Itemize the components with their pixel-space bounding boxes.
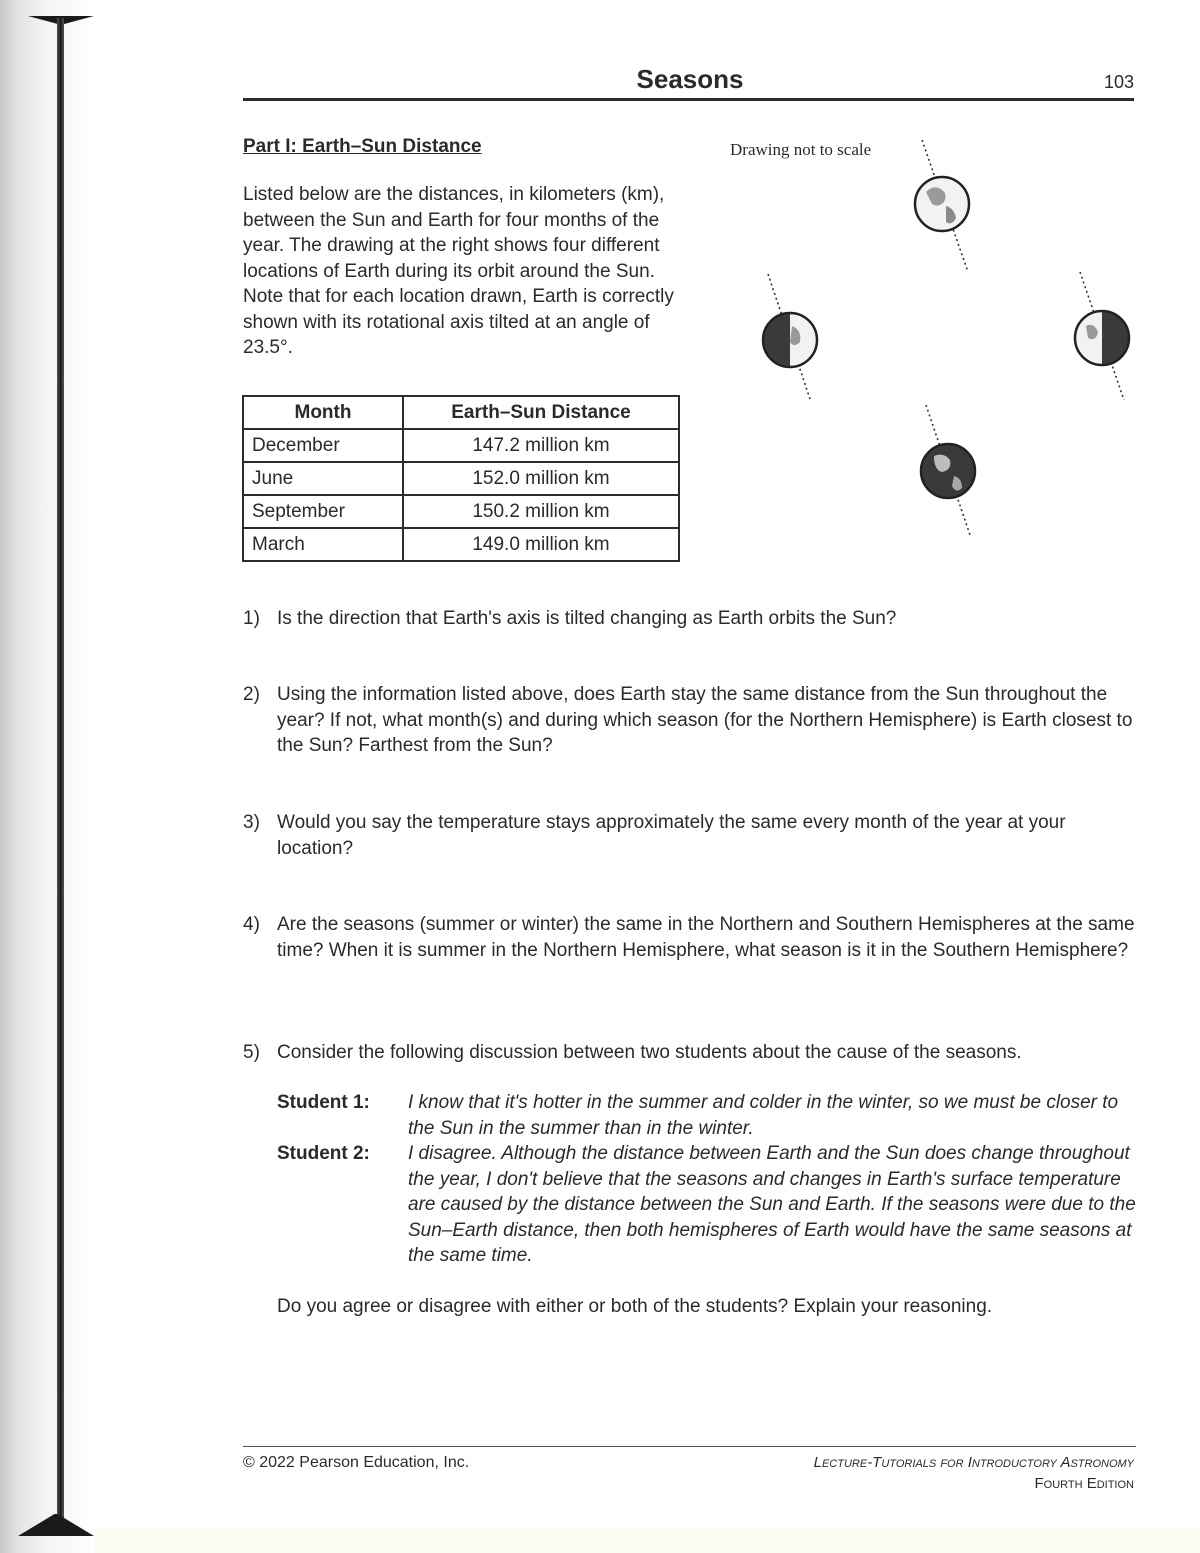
page-number: 103 [1103, 72, 1134, 92]
earth-orbit-figure [700, 130, 1140, 550]
month-cell: March [243, 528, 403, 561]
book-spine [57, 18, 64, 1528]
question-text: Would you say the temperature stays approximately the same every month of the year at your location? [277, 812, 1066, 859]
distance-cell: 149.0 million km [403, 528, 679, 561]
copyright-notice: © 2022 Pearson Education, Inc. [243, 1454, 470, 1471]
table-row [243, 528, 679, 561]
earth-position-right [1075, 272, 1132, 400]
book-series: Lecture-Tutorials for Introductory Astronomy [813, 1454, 1134, 1471]
section-heading: Part I: Earth–Sun Distance [243, 136, 482, 157]
question-text: Using the information listed above, does Earth stay the same distance from the Sun throughout the year? If not, what month(s) and during which season (for the Northern Hemisphere) is Earth closest to the Sun? Farthest from the Sun? [277, 684, 1133, 756]
question-number: 2) [243, 684, 260, 705]
column-header-month: Month [243, 396, 403, 429]
book-edition: Fourth Edition [1034, 1475, 1134, 1492]
column-header-distance: Earth–Sun Distance [403, 396, 679, 429]
table-row [243, 429, 679, 462]
distance-cell: 150.2 million km [403, 495, 679, 528]
page-title: Seasons [636, 64, 744, 94]
table-header-row [243, 396, 679, 429]
earth-position-bottom [921, 405, 975, 535]
earth-position-left [760, 274, 817, 402]
student-1-label: Student 1: [277, 1092, 370, 1113]
student-2-statement: I disagree. Although the distance between Earth and the Sun does change throughout the year, I don't believe that the seasons and changes in Earth's surface temperature are caused by the distance between the Sun and Earth. If the seasons were due to the Sun–Earth distance, then both hemispheres of Earth would have the same seasons at the same time. [408, 1143, 1136, 1266]
page-bottom-edge [95, 1528, 1200, 1553]
intro-paragraph: Listed below are the distances, in kilometers (km), between the Sun and Earth for four months of the year. The drawing at the right shows four different locations of Earth during its orbit around the Sun. Note that for each location drawn, Earth is correctly shown with its rotational axis tilted at an angle of 23.5°. [243, 184, 674, 358]
question-number: 3) [243, 812, 260, 833]
student-1-statement: I know that it's hotter in the summer and colder in the winter, so we must be closer to the Sun in the summer than in the winter. [408, 1092, 1119, 1139]
figure-caption: Drawing not to scale [730, 140, 872, 159]
question-text: Is the direction that Earth's axis is tilted changing as Earth orbits the Sun? [277, 608, 897, 629]
month-cell: December [243, 429, 403, 462]
earth-sun-distance-table [242, 395, 680, 562]
header-rule [243, 98, 1134, 101]
question-number: 5) [243, 1042, 260, 1063]
month-cell: September [243, 495, 403, 528]
footer-rule [243, 1446, 1136, 1447]
book-title [700, 1452, 1134, 1494]
closing-question: Do you agree or disagree with either or both of the students? Explain your reasoning. [277, 1296, 993, 1317]
question-number: 1) [243, 608, 260, 629]
table-row [243, 462, 679, 495]
month-cell: June [243, 462, 403, 495]
distance-cell: 147.2 million km [403, 429, 679, 462]
question-text: Are the seasons (summer or winter) the same in the Northern and Southern Hemispheres at the same time? When it is summer in the Northern Hemisphere, what season is it in the Southern Hemisphere? [277, 914, 1135, 961]
earth-position-top [915, 140, 969, 272]
question-number: 4) [243, 914, 260, 935]
question-text: Consider the following discussion between two students about the cause of the seasons. [277, 1042, 1022, 1063]
distance-cell: 152.0 million km [403, 462, 679, 495]
book-binding-shadow [0, 0, 95, 1553]
student-2-label: Student 2: [277, 1143, 370, 1164]
table-row [243, 495, 679, 528]
